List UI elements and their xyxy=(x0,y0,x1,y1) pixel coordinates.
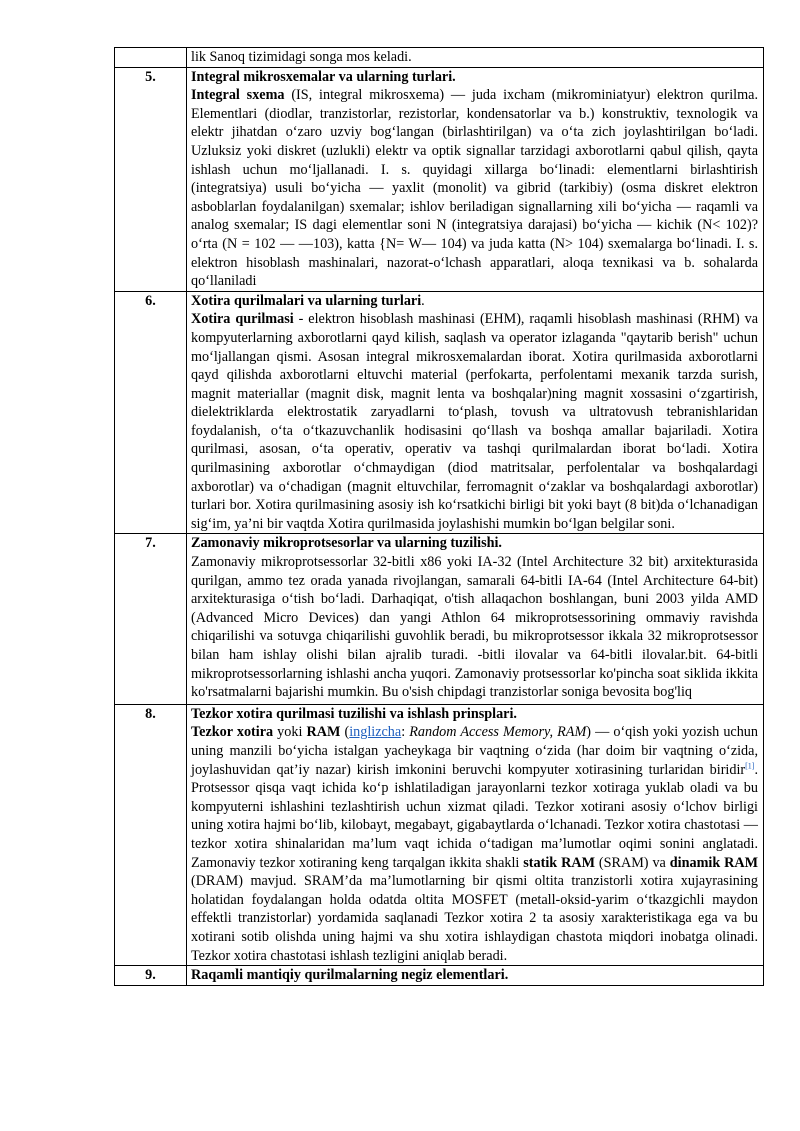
row-text: yoki xyxy=(273,724,307,741)
term: Integral sxema xyxy=(191,87,285,104)
row-number: 7. xyxy=(115,534,187,704)
row-number: 6. xyxy=(115,291,187,534)
footnote-link[interactable]: [1] xyxy=(745,760,755,770)
row-content xyxy=(187,291,764,534)
term: RAM xyxy=(306,724,341,741)
row-title: Integral mikrosxemalar va ularning turlari. xyxy=(191,68,456,85)
term: dinamik RAM xyxy=(669,854,759,871)
row-text: lik Sanoq tizimidagi songa mos keladi. xyxy=(191,49,412,65)
table-row xyxy=(115,67,764,291)
row-title: Tezkor xotira qurilmasi tuzilishi va ishlash prinsplari. xyxy=(191,705,517,722)
row-title-tail: . xyxy=(421,292,425,309)
table-row xyxy=(115,966,764,986)
row-content xyxy=(187,534,764,704)
term: Tezkor xotira xyxy=(191,724,274,741)
italic-term: Random Access Memory, RAM xyxy=(409,724,587,741)
term: statik RAM xyxy=(523,854,595,871)
row-number: 5. xyxy=(115,67,187,291)
term: Xotira qurilmasi xyxy=(191,311,294,328)
language-link[interactable]: inglizcha xyxy=(349,724,402,741)
table-row xyxy=(115,704,764,965)
row-title: Zamonaviy mikroprotsesorlar va ularning tuzilishi. xyxy=(191,535,502,552)
row-title: Raqamli mantiqiy qurilmalarning negiz elementlari. xyxy=(191,967,509,984)
row-text: - elektron hisoblash mashinasi (EHM), raqamli hisoblash mashinasi (RHM) va kompyuterlarning axborotlarni qayd kilish, saqlash va operator izlaganda "qaytarib berish" uchun mo‘ljallangan qismi. Asosan integral mikrosxemalardan iborat. Xotira qurilmasida axborotlarni qayd qilishda axborotlarni eltuvchi material (perfokarta, perfolentami mexanik tarzda surish, magnit materiallar (magnit disk, magnit lenta va boshqalar)ning magnit xossasini o‘zgartirish, dielektriklarda elektrostatik zaryadlarni to‘plash, tovush va ultratovush tebranishlaridan foydalanish, o‘ta o‘tkazuvchanlik hodisasini qo‘llash va boshqa amallar bajariladi. Xotira qurilmasi, asosan, o‘ta operativ, operativ va tashqi qurilmalardan iborat bo‘ladi. Xotira qurilmasining axborotlar o‘chmaydigan (diod matritsalar, perfolentalar va boshqalardagi axborotlar) va o‘chadigan (magnit eltuvchilar, ferromagnit o‘zaklar va boshqalardagi axborotlar) turlari bor. Xotira qurilmasining asosiy ish ko‘rsatkichi birligi bit yoki bayt (8 bit)da o‘lchanadigan sig‘im, ya’ni bir vaqtda Xotira qurilmasida joylashishi mumkin bo‘lgan belgilar soni. xyxy=(191,311,758,532)
row-content xyxy=(187,966,764,986)
table-row xyxy=(115,534,764,704)
row-number: 8. xyxy=(115,704,187,965)
row-text: ( xyxy=(340,724,350,741)
row-paragraph xyxy=(191,724,758,963)
table-row xyxy=(115,291,764,534)
row-number: 9. xyxy=(115,966,187,986)
row-title-text: Xotira qurilmalari va ularning turlari xyxy=(191,292,422,309)
row-text: Zamonaviy mikroprotsessorlar 32-bitli x86 yoki IA-32 (Intel Architecture 32 bit) arxitekturasida qurilgan, ammo tez orada yanada rivojlangan, samarali 64-bitli IA-64 (Intel Architecture 64-bit) arxitekturasiga o‘tish bo‘ladi. Darhaqiqat, o'tish allaqachon boshlangan, buni 2003 yilda AMD (Advanced Micro Devices) dan yangi Athlon 64 mikroprotsessorining ommaviy ravishda chiqarilishi va sotuvga chiqarilishi guvohlik beradi, bu mikroprotsessor ikkala 32 mikroprotsessor bilan ham ishlay olishi bilan ajralib turadi. -bitli ilovalar va 64-bitli ilovalar.bit. 64-bitli mikroprotsessorlarning ishlashi ancha yuqori. Zamonaviy protsessorlar ko'pincha soat siklida ikkita ko'rsatmalarni bajarishi mumkin. Bu o'sish chipdagi tranzistorlar soniga bevosita bog'liq xyxy=(191,554,758,701)
row-number xyxy=(115,48,187,68)
row-content xyxy=(187,67,764,291)
row-text: (IS, integral mikrosxema) — juda ixcham (mikrominiatyur) elektron qurilma. Elementlari (diodlar, tranzistorlar, rezistorlar, kondensatorlar va b.) konstruktiv, texnologik va elektr jihatdan o‘zaro uzviy bog‘langan (birlashtirilgan) va o‘ta zich joylashtirilgan bo‘ladi. Uzluksiz yoki diskret (uzlukli) elektr va optik signallar tarzidagi axborotlarni qabul qilish, qayta ishlash uchun mo‘ljallanadi. I. s. quyidagi xillarga bo‘linadi: elementlarni birlashtirish (integratsiya) usuli bo‘yicha — yaxlit (monolit) va gibrid (tarkibiy) (osma diskret elektron asboblarlan foydalanilgan) sxemalar; ishlov beriladigan signallarning xili bo‘yicha — raqamli va analog sxemalar; IS dagi elementlar soni N (integratsiya darajasi) bo‘yicha — kichik (N< 102)? o‘rta (N = 102 — —103), katta {N= W— 104) va juda katta (N> 104) sxemalarga bo‘linadi. I. s. elektron hisoblash mashinalari, nazorat-o‘lchash apparatlari, aloqa texnikasi va b. sohalarda qo‘llaniladi xyxy=(191,87,758,290)
row-paragraph xyxy=(191,311,758,532)
row-content xyxy=(187,704,764,965)
row-text: (DRAM) mavjud. SRAM’da ma’lumotlarning bir qismi oltita tranzistorli xotira xujayrasining holatidan foydalangan holda odatda oltita MOSFET (metall-oksid-yarim o‘tkazgichli maydon effektli tranzistorlar) yordamida saqlanadi Tezkor xotira 2 ta asosiy xarakteristikaga ega va bu xotirani sotib olishda uning hajmi va shu xotira ishlaydigan chastota miqdori inobatga olinadi. Tezkor xotira chastotasi ishlash tezligini aniqlab beradi. xyxy=(191,873,758,964)
row-text: : xyxy=(401,724,410,741)
content-table xyxy=(114,47,764,986)
row-paragraph xyxy=(191,87,758,289)
row-text: (SRAM) va xyxy=(594,854,670,871)
row-title xyxy=(191,292,758,311)
table-row xyxy=(115,48,764,68)
row-text: . Protsessor qisqa vaqt ichida ko‘p ishlatiladigan jarayonlarni tezkor xotiraga yuklab oladi va bu kompyuterni ishlashini tezlashtirish uchun xizmat qiladi. Tezkor xotirani asosiy o‘lchov birligi uning xotira hajmi bo‘lib, kilobayt, megabayt, gigabaytlarda o‘lchanadi. Tezkor xotira chastotasi — tezkor xotira shinalaridan ma’lum vaqt ichida o‘tadigan ma’lumotlar oqimi sonini anglatadi. Zamonaviy tezkor xotiraning keng tarqalgan ikkita shakli xyxy=(191,761,758,871)
row-content xyxy=(187,48,764,68)
row-text: ) — o‘qish yoki yozish uchun uning manzili bo‘yicha istalgan yacheykaga bir vaqtning o‘zida (har doim bir vaqtning o‘zida, joylashuvidan qat’iy nazar) kirish imkonini beruvchi kompyuter xotirasining turlaridan biridir xyxy=(191,724,758,778)
